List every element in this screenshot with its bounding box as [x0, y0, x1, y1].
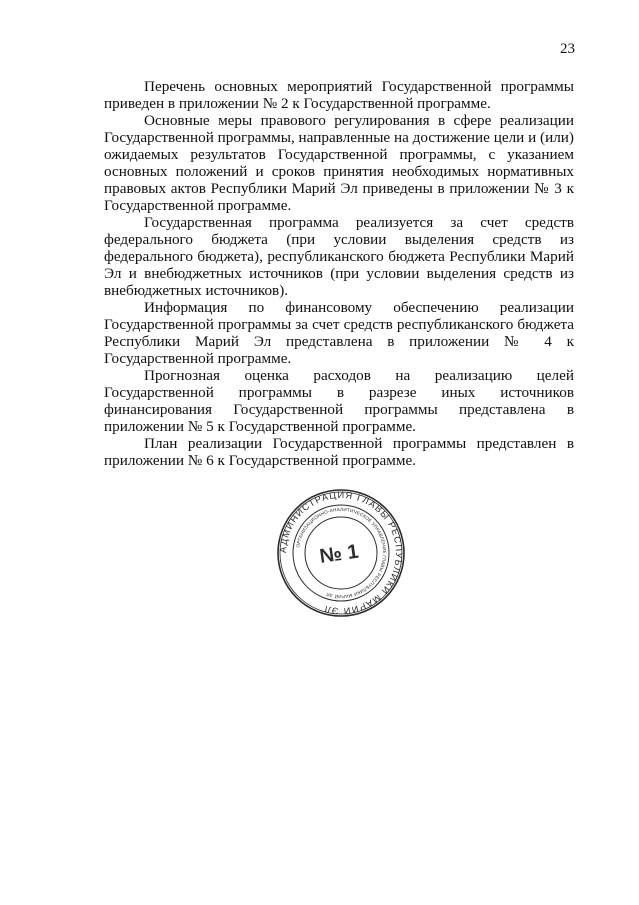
stamp-inner-text: ОРГАНИЗАЦИОННО-АНАЛИТИЧЕСКОЕ УПРАВЛЕНИЕ ГЛАВЫ РЕСПУБЛИКИ МАРИЙ ЭЛ: [295, 506, 388, 600]
paragraph-6: План реализации Государственной программы представлен в приложении № 6 к Государственной программе.: [104, 435, 574, 469]
paragraph-1: Перечень основных мероприятий Государственной программы приведен в приложении № 2 к Государственной программе.: [104, 78, 574, 112]
paragraph-3: Государственная программа реализуется за счет средств федерального бюджета (при условии выделения средств из федерального бюджета), республиканского бюджета Республики Марий Эл и внебюджетных источников (при условии выделения средств из внебюджетных источников).: [104, 214, 574, 299]
paragraph-5: Прогнозная оценка расходов на реализацию целей Государственной программы в разрезе иных источников финансирования Государственной программы представлена в приложении № 5 к Государственной программе.: [104, 367, 574, 435]
stamp-outer-text: АДМИНИСТРАЦИЯ ГЛАВЫ РЕСПУБЛИКИ МАРИЙ ЭЛ: [277, 489, 405, 617]
body-text: [104, 78, 574, 469]
page-number: 23: [560, 41, 575, 57]
paragraph-4: Информация по финансовому обеспечению реализации Государственной программы за счет средств республиканского бюджета Республики Марий Эл представлена в приложении № 4 к Государственной программе.: [104, 299, 574, 367]
official-stamp-icon: [276, 488, 406, 618]
stamp-center-text: № 1: [318, 540, 360, 568]
paragraph-2: Основные меры правового регулирования в сфере реализации Государственной программы, направленные на достижение цели и (или) ожидаемых результатов Государственной программы, с указанием основных положений и сроков принятия необходимых нормативных правовых актов Республики Марий Эл приведены в приложении № 3 к Государственной программе.: [104, 112, 574, 214]
